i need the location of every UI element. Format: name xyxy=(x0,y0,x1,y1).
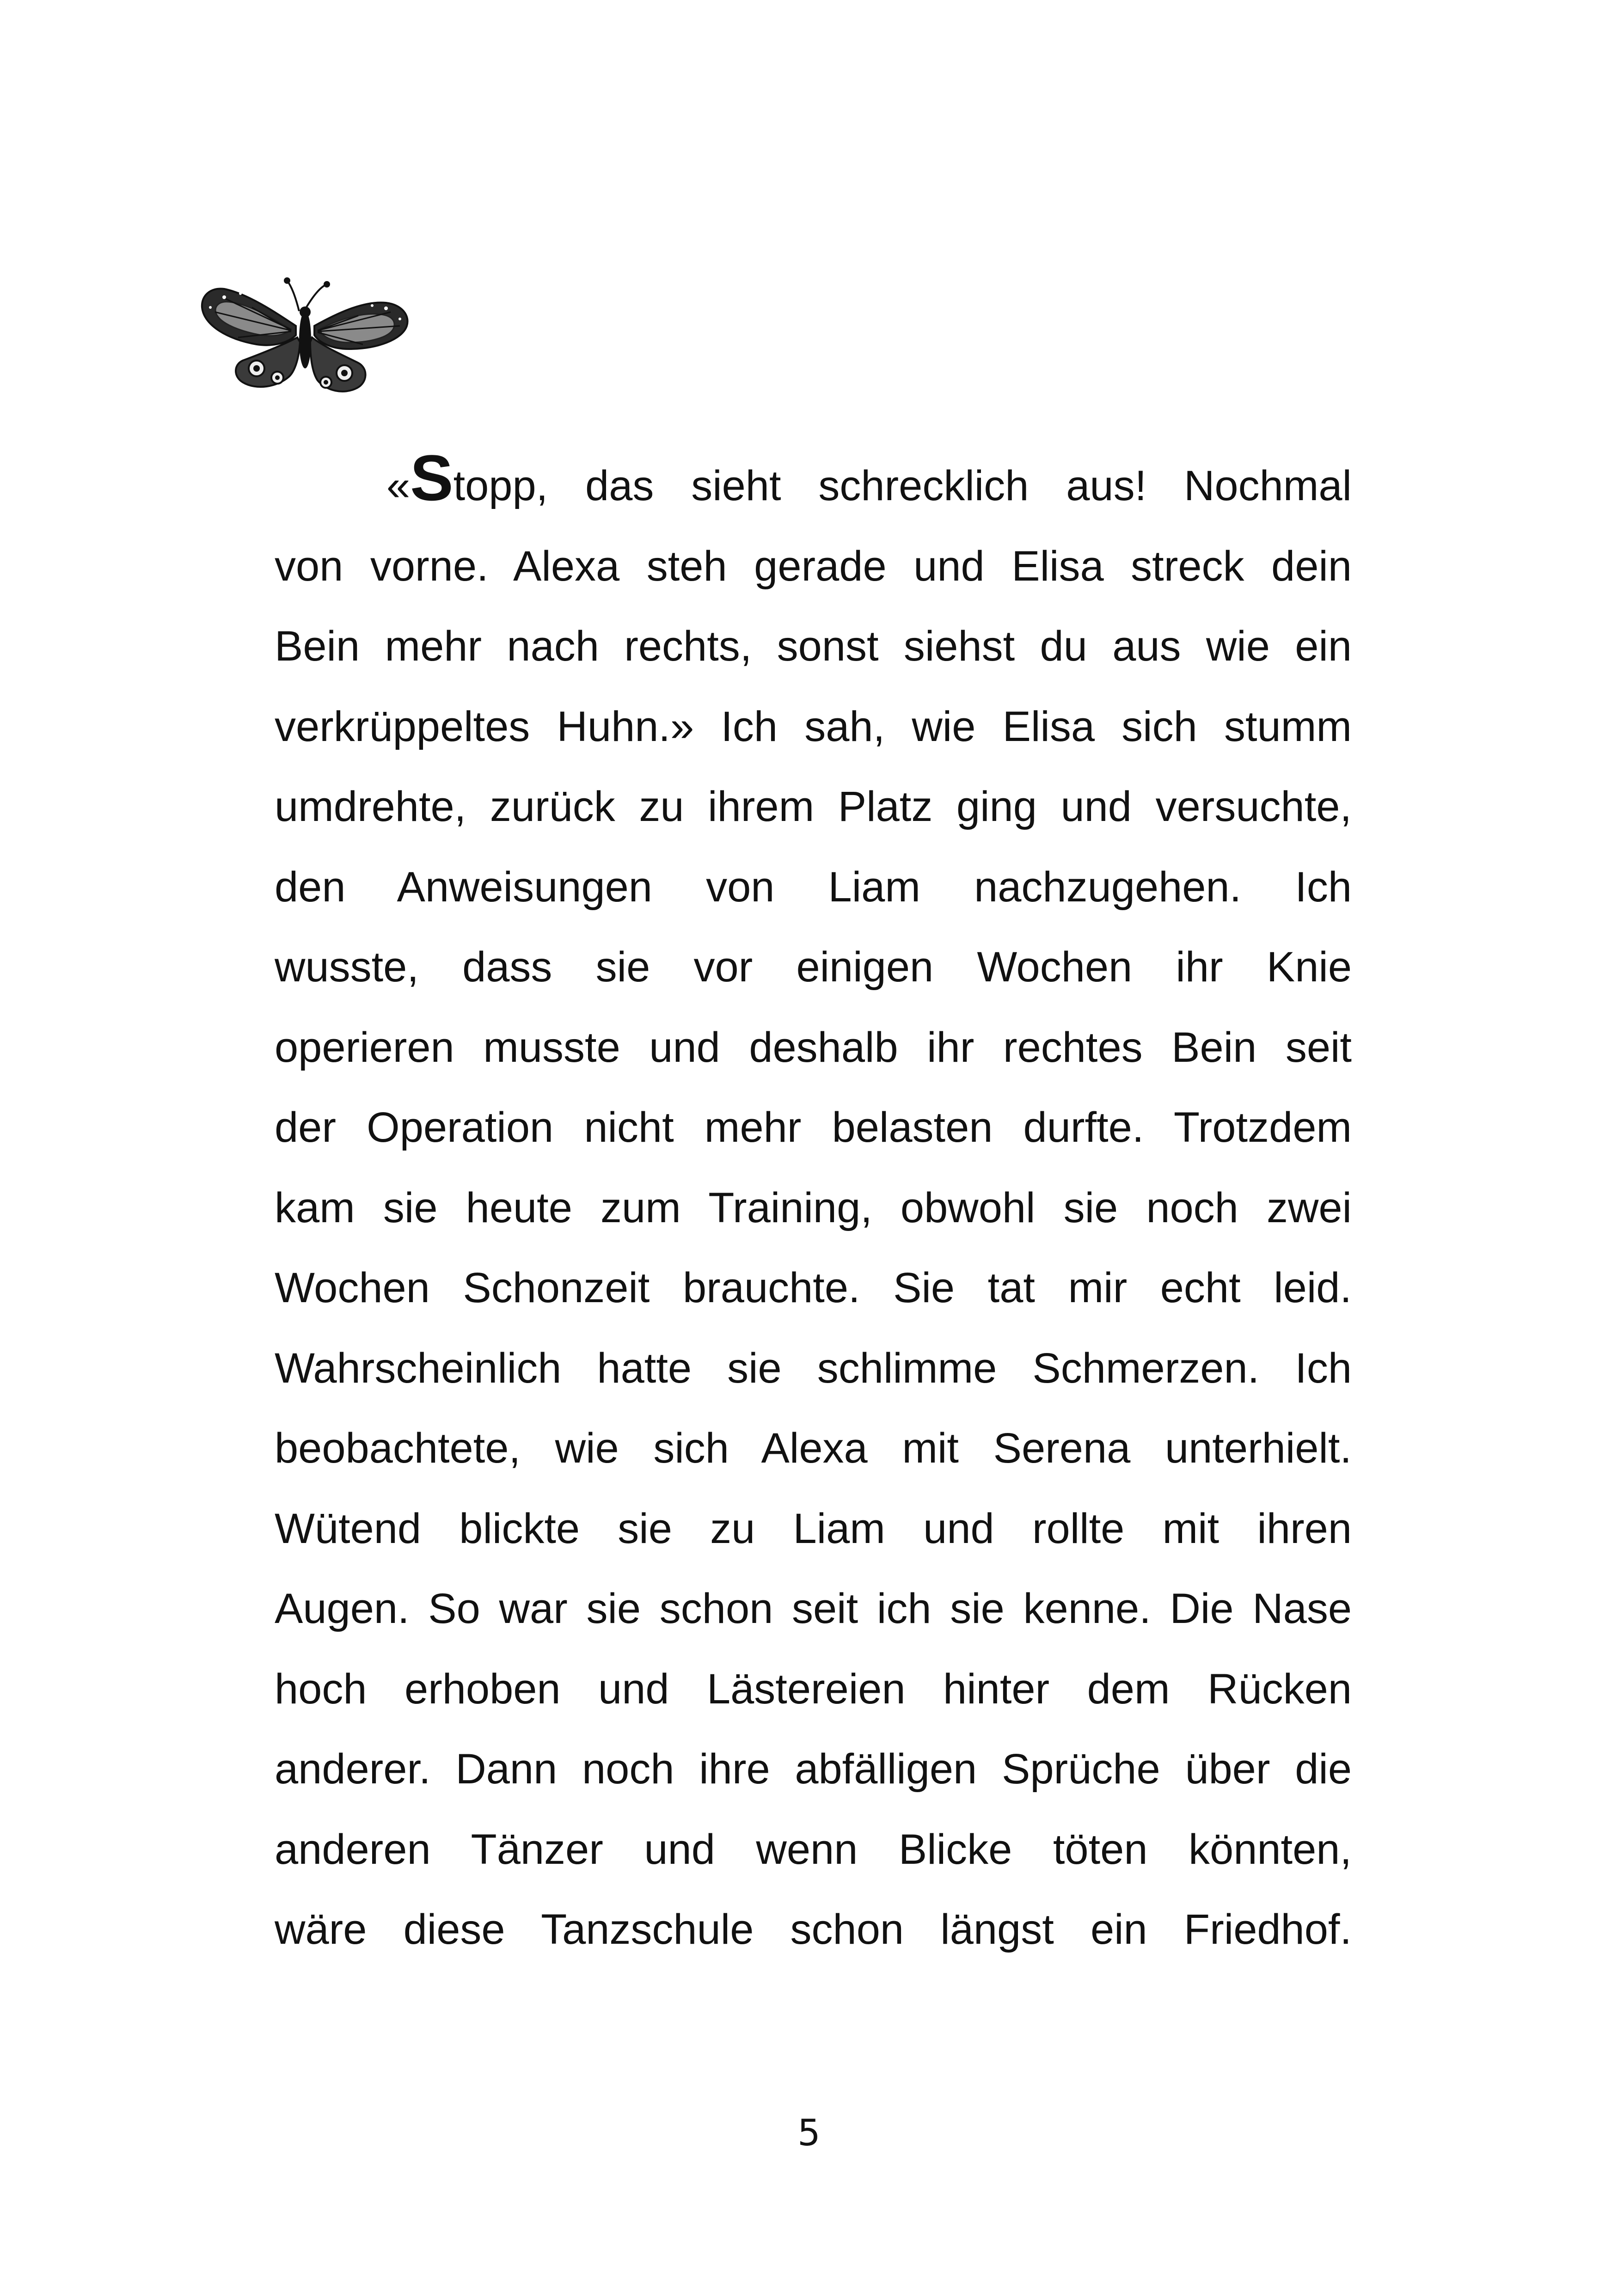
text-line: der Operation nicht mehr belasten durfte. Trotzdem xyxy=(275,1104,1352,1151)
dropcap-letter: S xyxy=(410,441,454,514)
text-line: von vorne. Alexa steh gerade und Elisa streck dein xyxy=(275,542,1352,590)
page-number: 5 xyxy=(797,2112,821,2154)
text-line: verkrüppeltes Huhn.» Ich sah, wie Elisa sich stumm xyxy=(275,703,1352,750)
text-line: Augen. So war sie schon seit ich sie kenne. Die Nase xyxy=(275,1585,1352,1632)
text-line: den Anweisungen von Liam nachzugehen. Ich xyxy=(275,863,1352,911)
text-line: Wütend blickte sie zu Liam und rollte mit ihren xyxy=(275,1505,1352,1552)
text-line: anderer. Dann noch ihre abfälligen Sprüche über die xyxy=(275,1745,1352,1793)
text-line: wäre diese Tanzschule schon längst ein Friedhof. xyxy=(275,1906,1352,1953)
text-line: umdrehte, zurück zu ihrem Platz ging und versuchte, xyxy=(275,783,1352,830)
butterfly-icon xyxy=(196,261,414,400)
text-line: kam sie heute zum Training, obwohl sie noch zwei xyxy=(275,1184,1352,1231)
text-line: wusste, dass sie vor einigen Wochen ihr Knie xyxy=(275,943,1352,991)
text-line: Bein mehr nach rechts, sonst siehst du aus wie ein xyxy=(275,623,1352,670)
text-line: Wochen Schonzeit brauchte. Sie tat mir echt leid. xyxy=(275,1264,1352,1311)
text-line: anderen Tänzer und wenn Blicke töten könnten, xyxy=(275,1825,1352,1873)
opening-quote: « xyxy=(386,462,411,509)
text-line: beobachtete, wie sich Alexa mit Serena unterhielt. xyxy=(275,1425,1352,1472)
text-line-first xyxy=(275,441,1352,527)
chapter-paragraph xyxy=(275,441,1352,1970)
text-line: operieren musste und deshalb ihr rechtes Bein seit xyxy=(275,1023,1352,1071)
text-line: hoch erhoben und Lästereien hinter dem Rücken xyxy=(275,1665,1352,1713)
first-line-text: topp, das sieht schrecklich aus! Nochmal xyxy=(453,462,1352,509)
text-line: Wahrscheinlich hatte sie schlimme Schmerzen. Ich xyxy=(275,1344,1352,1392)
